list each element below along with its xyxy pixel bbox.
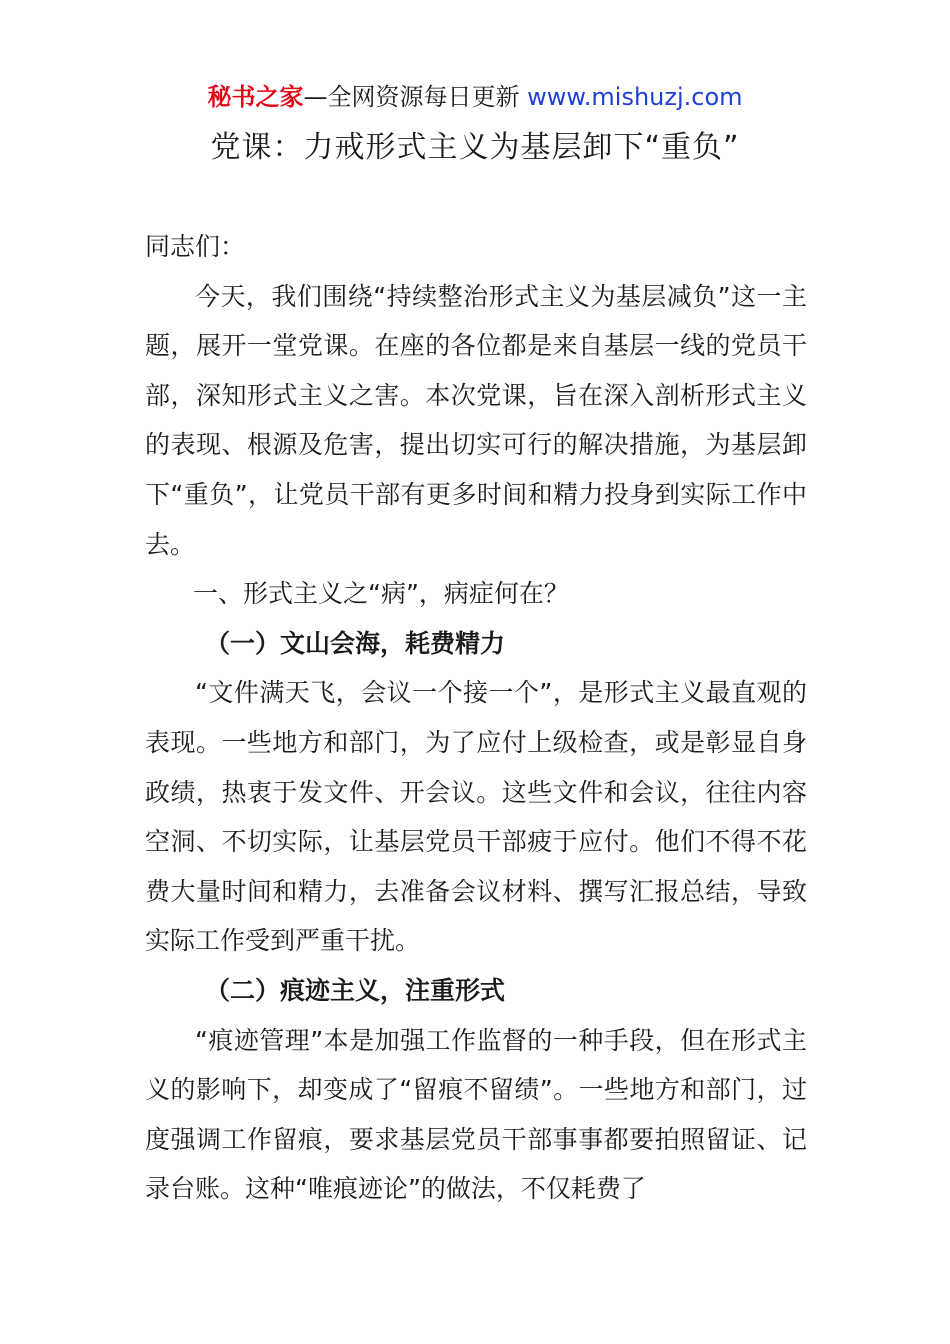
document-body [145, 222, 807, 1214]
section-heading-1: 一、形式主义之“病”，病症何在？ [193, 579, 569, 609]
subsection-heading-2: （二）痕迹主义，注重形式 [205, 975, 506, 1005]
brand-name: 秘书之家 [207, 83, 304, 111]
subsection-heading-1: （一）文山会海，耗费精力 [205, 628, 506, 658]
subsection-1-paragraph: “文件满天飞，会议一个接一个”，是形式主义最直观的表现。一些地方和部门，为了应付上级检查，或是彰显自身政绩，热衷于发文件、开会议。这些文件和会议，往往内容空洞、不切实际，让基层党员干部疲于应付。他们不得不花费大量时间和精力，去准备会议材料、撰写汇报总结，导致实际工作受到严重干扰。 [145, 678, 807, 956]
document-title: 党课：力戒形式主义为基层卸下“重负” [210, 130, 740, 165]
header-tagline: —全网资源每日更新 [303, 83, 528, 111]
subsection-2-paragraph: “痕迹管理”本是加强工作监督的一种手段，但在形式主义的影响下，却变成了“留痕不留绩”。一些地方和部门，过度强调工作留痕，要求基层党员干部事事都要拍照留证、记录台账。这种“唯痕迹论”的做法，不仅耗费了 [145, 1025, 807, 1204]
site-header [0, 82, 950, 112]
greeting: 同志们： [145, 232, 246, 261]
intro-paragraph: 今天，我们围绕“持续整治形式主义为基层减负”这一主题，展开一堂党课。在座的各位都是来自基层一线的党员干部，深知形式主义之害。本次党课，旨在深入剖析形式主义的表现、根源及危害，提出切实可行的解决措施，为基层卸下“重负”，让党员干部有更多时间和精力投身到实际工作中去。 [145, 281, 807, 559]
site-url-link[interactable]: www.mishuzj.com [527, 83, 743, 111]
